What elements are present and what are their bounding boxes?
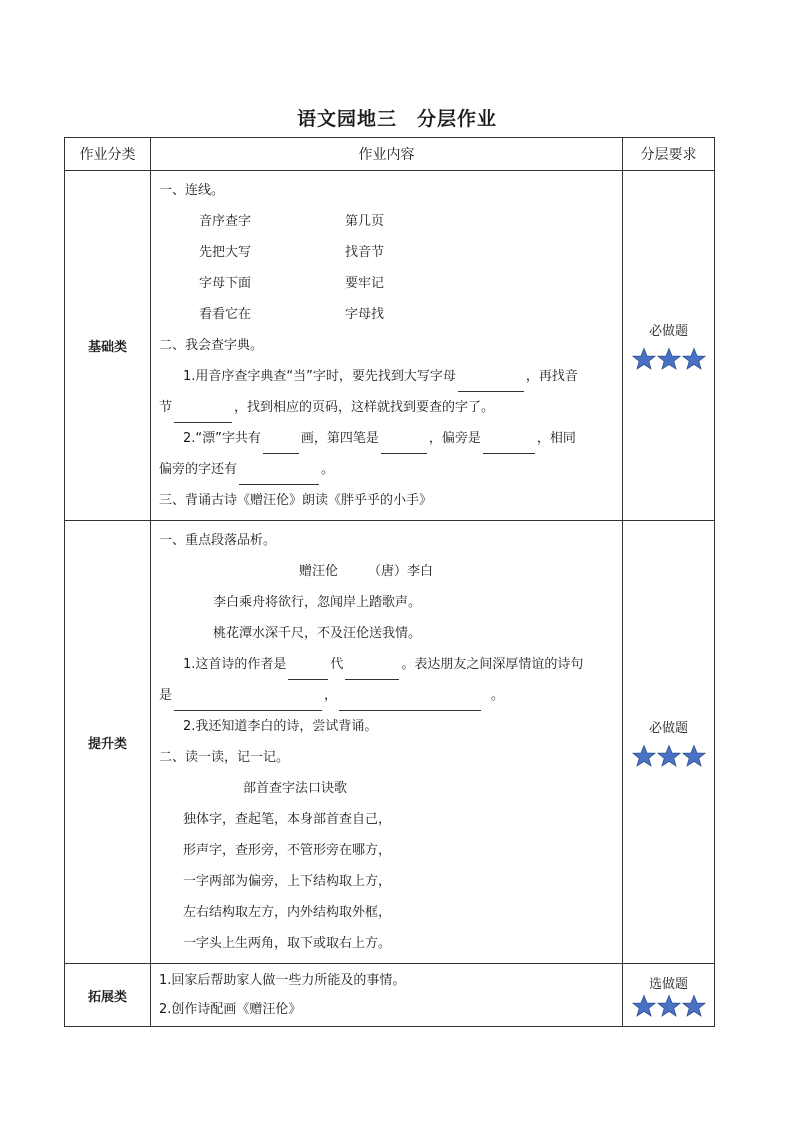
answer-blank[interactable] bbox=[483, 436, 535, 454]
question-line bbox=[159, 454, 614, 485]
match-left: 先把大写 bbox=[199, 245, 252, 260]
question-text: 是 bbox=[159, 688, 173, 703]
requirement-advanced bbox=[623, 521, 715, 964]
verse-line: 一字头上生两角，取下或取右上方。 bbox=[183, 936, 392, 951]
table-row-extension bbox=[65, 964, 715, 1027]
verse-line: 形声字，查形旁，不管形旁在哪方， bbox=[183, 843, 392, 858]
star-icon bbox=[632, 994, 656, 1018]
answer-blank[interactable] bbox=[174, 693, 322, 711]
homework-table bbox=[64, 137, 715, 1027]
question-text: 1.用音序查字典查“当”字时，要先找到大写字母 bbox=[183, 369, 456, 384]
requirement-label: 必做题 bbox=[648, 720, 688, 736]
answer-blank[interactable] bbox=[345, 662, 399, 680]
verse-line: 独体字，查起笔，本身部首查自己， bbox=[183, 812, 392, 827]
task-line: 1.回家后帮助家人做一些力所能及的事情。 bbox=[159, 973, 406, 988]
poem-title: 赠汪伦 bbox=[299, 564, 339, 579]
match-right: 字母找 bbox=[345, 307, 385, 322]
question-line: 2.我还知道李白的诗，尝试背诵。 bbox=[183, 719, 378, 734]
category-advanced: 提升类 bbox=[65, 521, 151, 964]
match-pair bbox=[159, 299, 614, 330]
match-pair bbox=[159, 206, 614, 237]
requirement-label: 选做题 bbox=[648, 976, 688, 992]
star-icon bbox=[682, 994, 706, 1018]
question-text: 。表达朋友之间深厚情谊的诗句 bbox=[401, 657, 584, 672]
poem-heading bbox=[159, 556, 614, 587]
star-icon bbox=[657, 994, 681, 1018]
question-line bbox=[159, 361, 614, 392]
requirement-extension bbox=[623, 964, 715, 1027]
poem-author: （唐）李白 bbox=[368, 564, 434, 579]
category-basic: 基础类 bbox=[65, 171, 151, 521]
star-icon bbox=[682, 744, 706, 768]
star-icon bbox=[657, 347, 681, 371]
poem-line: 李白乘舟将欲行，忽闻岸上踏歌声。 bbox=[213, 595, 422, 610]
question-text: 2.“漂”字共有 bbox=[183, 431, 261, 446]
match-right: 第几页 bbox=[345, 214, 385, 229]
question-text: 。 bbox=[321, 462, 335, 477]
content-basic bbox=[151, 171, 623, 521]
match-pair bbox=[159, 268, 614, 299]
header-category: 作业分类 bbox=[65, 138, 151, 171]
content-extension bbox=[151, 964, 623, 1027]
section-heading: 二、我会查字典。 bbox=[159, 338, 264, 353]
table-row-advanced bbox=[65, 521, 715, 964]
star-rating bbox=[623, 347, 714, 371]
requirement-label: 必做题 bbox=[648, 324, 688, 339]
answer-blank[interactable] bbox=[174, 405, 232, 423]
header-row bbox=[65, 138, 715, 171]
question-text: 画，第四笔是 bbox=[300, 431, 379, 446]
question-line bbox=[159, 649, 614, 680]
question-text: ，找到相应的页码，这样就找到要查的字了。 bbox=[234, 400, 495, 415]
star-rating bbox=[623, 744, 714, 768]
answer-blank[interactable] bbox=[381, 436, 427, 454]
question-line bbox=[159, 392, 614, 423]
header-requirement: 分层要求 bbox=[623, 138, 715, 171]
section-heading: 三、背诵古诗《赠汪伦》朗读《胖乎乎的小手》 bbox=[159, 493, 433, 508]
question-line bbox=[159, 423, 614, 454]
answer-blank[interactable] bbox=[288, 662, 328, 680]
question-text: ，再找音 bbox=[525, 369, 578, 384]
table-row-basic bbox=[65, 171, 715, 521]
answer-blank[interactable] bbox=[458, 374, 524, 392]
page-title: 语文园地三 分层作业 bbox=[296, 108, 497, 130]
star-icon bbox=[657, 744, 681, 768]
question-text: ， bbox=[324, 688, 338, 703]
answer-blank[interactable] bbox=[339, 693, 481, 711]
poem-line: 桃花潭水深千尺，不及汪伦送我情。 bbox=[213, 626, 422, 641]
question-line bbox=[159, 680, 614, 711]
verse-line: 左右结构取左方，内外结构取外框， bbox=[183, 905, 392, 920]
star-icon bbox=[632, 347, 656, 371]
header-content: 作业内容 bbox=[151, 138, 623, 171]
answer-blank[interactable] bbox=[239, 467, 319, 485]
question-text: ，相同 bbox=[536, 431, 576, 446]
category-extension: 拓展类 bbox=[65, 964, 151, 1027]
verse-line: 一字两部为偏旁，上下结构取上方， bbox=[183, 874, 392, 889]
match-left: 音序查字 bbox=[199, 214, 252, 229]
section-heading: 一、重点段落品析。 bbox=[159, 533, 277, 548]
answer-blank[interactable] bbox=[263, 436, 299, 454]
content-advanced bbox=[151, 521, 623, 964]
star-icon bbox=[682, 347, 706, 371]
section-heading: 二、读一读，记一记。 bbox=[159, 750, 290, 765]
match-left: 看看它在 bbox=[199, 307, 252, 322]
question-text: ，偏旁是 bbox=[428, 431, 481, 446]
match-left: 字母下面 bbox=[199, 276, 252, 291]
question-text: 节 bbox=[159, 400, 173, 415]
match-right: 找音节 bbox=[345, 245, 385, 260]
star-rating bbox=[623, 994, 714, 1018]
star-icon bbox=[632, 744, 656, 768]
question-text: 。 bbox=[491, 688, 505, 703]
task-line: 2.创作诗配画《赠汪伦》 bbox=[159, 1002, 302, 1017]
section-heading: 一、连线。 bbox=[159, 183, 225, 198]
match-right: 要牢记 bbox=[345, 276, 385, 291]
requirement-basic bbox=[623, 171, 715, 521]
question-text: 偏旁的字还有 bbox=[159, 462, 238, 477]
match-pair bbox=[159, 237, 614, 268]
question-text: 代 bbox=[330, 657, 344, 672]
verse-title: 部首查字法口诀歌 bbox=[243, 781, 348, 796]
question-text: 1.这首诗的作者是 bbox=[183, 657, 287, 672]
